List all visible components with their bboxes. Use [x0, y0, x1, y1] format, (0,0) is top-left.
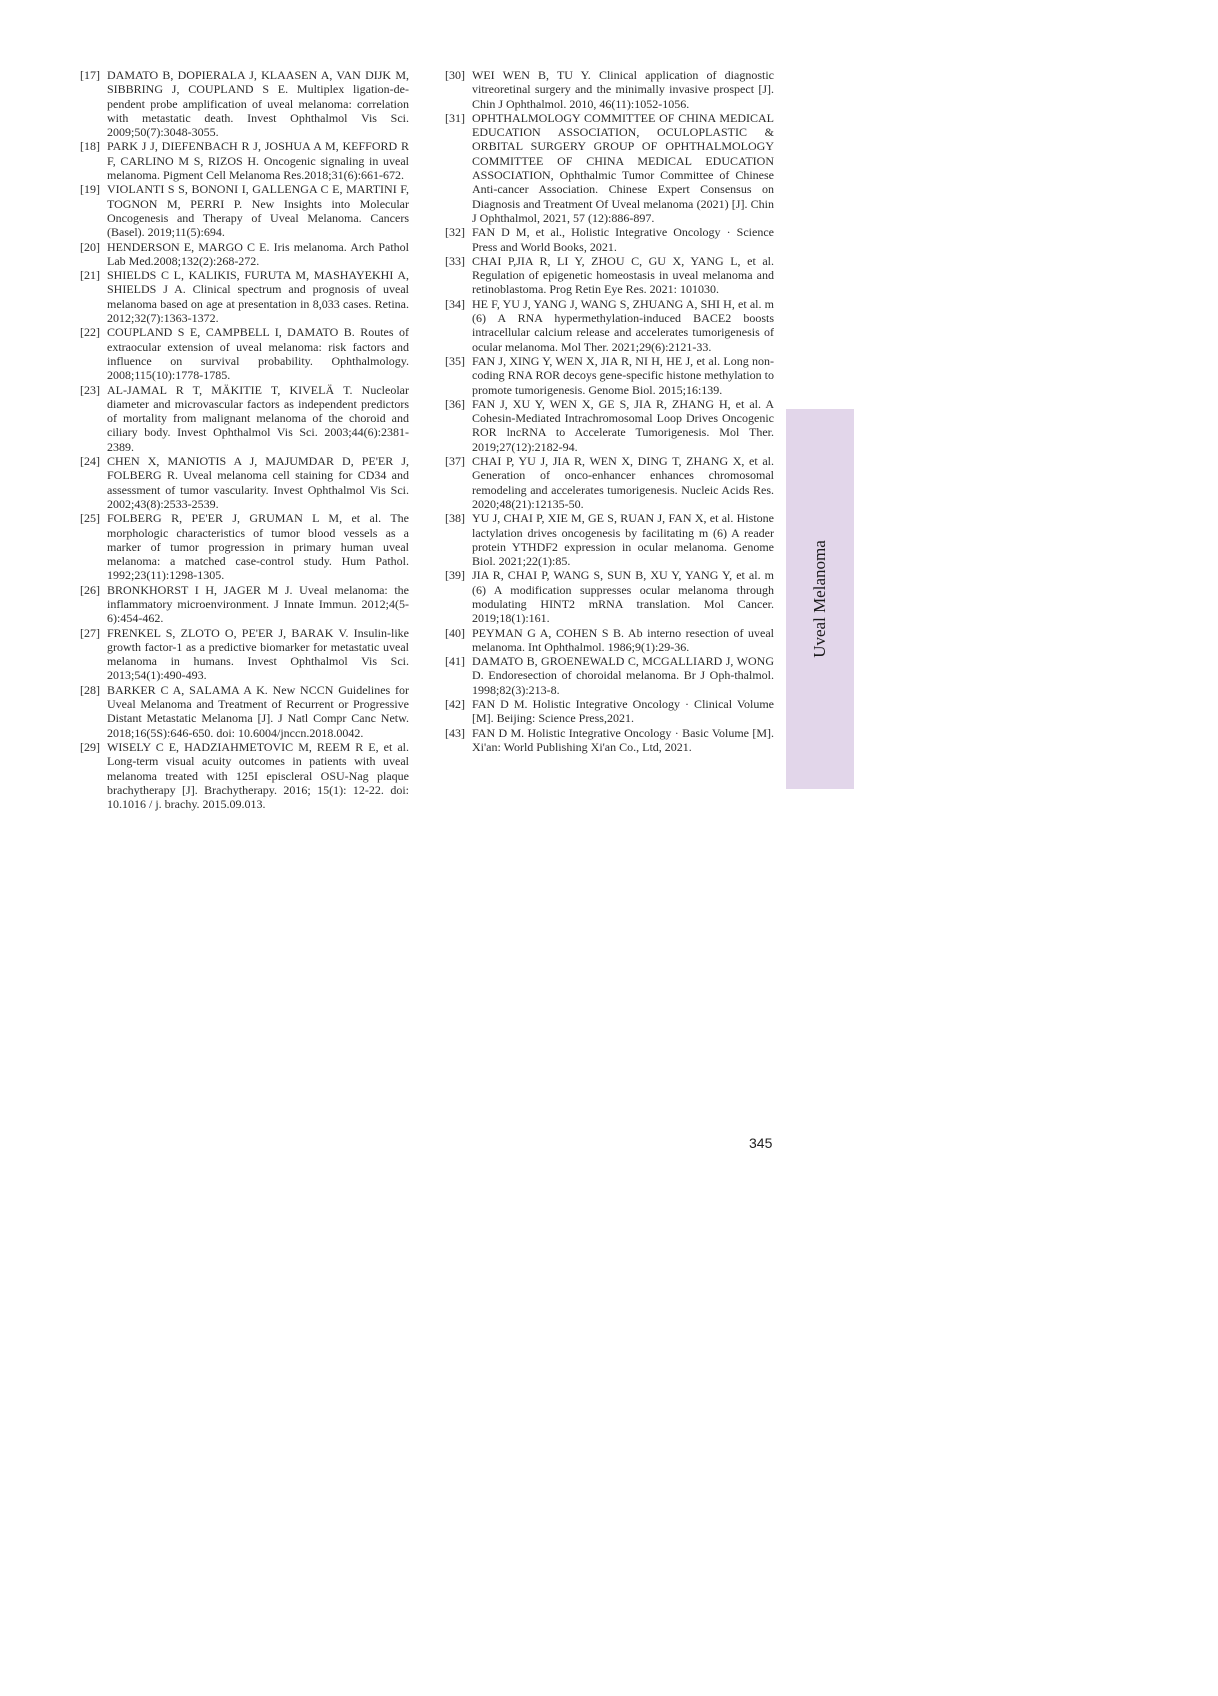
- reference-entry: [80, 454, 409, 511]
- reference-entry: [80, 626, 409, 683]
- reference-number: [26]: [80, 582, 100, 597]
- reference-number: [43]: [445, 725, 465, 740]
- reference-entry: [445, 726, 774, 755]
- reference-entry: [80, 68, 409, 139]
- reference-number: [25]: [80, 511, 100, 526]
- reference-text: DAMATO B, GROENEWALD C, MCGALLIARD J, WONG D. Endoresection of choroidal melanoma. Br J Oph-thalmol. 1998;82(3):213-8.: [472, 654, 774, 697]
- reference-entry: [445, 397, 774, 454]
- reference-text: COUPLAND S E, CAMPBELL I, DAMATO B. Routes of extraocular extension of uveal melanoma: risk factors and influence on survival probability. Ophthalmology. 2008;115(10):1778-1785.: [107, 325, 409, 383]
- reference-entry: [80, 383, 409, 454]
- reference-text: OPHTHALMOLOGY COMMITTEE OF CHINA MEDICAL EDUCATION ASSOCIATION, OCULOPLASTIC & ORBITAL SURGERY GROUP OF OPHTHALMOLOGY COMMITTEE OF CHINA MEDICAL EDUCATION ASSOCIATION, Ophthalmic Tumor Committee of Chinese Anti-cancer Association. Chinese Expert Consensus on Diagnosis and Treatment Of Uveal melanoma (2021) [J]. Chin J Ophthalmol, 2021, 57 (12):886-897.: [472, 110, 774, 225]
- reference-number: [42]: [445, 697, 465, 712]
- reference-text: SHIELDS C L, KALIKIS, FURUTA M, MASHAYEKHI A, SHIELDS J A. Clinical spectrum and prognosis of uveal melanoma based on age at presentation in 8,033 cases. Retina. 2012;32(7):1363-1372.: [107, 268, 409, 326]
- reference-entry: [445, 254, 774, 297]
- reference-number: [30]: [445, 68, 465, 82]
- reference-number: [21]: [80, 268, 100, 283]
- section-side-tab: [786, 409, 854, 789]
- reference-entry: [445, 225, 774, 254]
- reference-number: [40]: [445, 625, 465, 640]
- reference-number: [19]: [80, 182, 100, 197]
- reference-entry: [80, 325, 409, 382]
- reference-number: [29]: [80, 739, 100, 754]
- reference-number: [41]: [445, 654, 465, 669]
- reference-number: [24]: [80, 454, 100, 469]
- reference-text: CHAI P,JIA R, LI Y, ZHOU C, GU X, YANG L, et al. Regulation of epigenetic homeostasis in uveal melanoma and retinoblastoma. Prog Retin Eye Res. 2021: 101030.: [472, 253, 774, 297]
- reference-text: CHAI P, YU J, JIA R, WEN X, DING T, ZHANG X, et al. Generation of onco-enhancer enhances chromosomal remodeling and accelerates tumorigenesis. Nucleic Acids Res. 2020;48(21):12135-50.: [472, 454, 774, 511]
- reference-entry: [445, 297, 774, 354]
- reference-text: FOLBERG R, PE'ER J, GRUMAN L M, et al. The morphologic characteristics of tumor blood vessels as a marker of tumor progression in primary human uveal melanoma: a matched case-control study. Hum Pathol. 1992;23(11):1298-1305.: [107, 511, 409, 583]
- references-right-column: [445, 68, 774, 754]
- reference-entry: [445, 626, 774, 655]
- reference-entry: [80, 740, 409, 811]
- reference-number: [28]: [80, 682, 100, 697]
- reference-text: FRENKEL S, ZLOTO O, PE'ER J, BARAK V. Insulin-like growth factor-1 as a predictive biomarker for metastatic uveal melanoma in humans. Invest Ophthalmol Vis Sci. 2013;54(1):490-493.: [107, 625, 409, 683]
- reference-entry: [80, 268, 409, 325]
- reference-entry: [80, 583, 409, 626]
- page-number: 345: [749, 1135, 773, 1151]
- reference-text: BRONKHORST I H, JAGER M J. Uveal melanoma: the inflammatory microenvironment. J Innate Immun. 2012;4(5-6):454-462.: [107, 582, 409, 626]
- reference-number: [31]: [445, 110, 465, 125]
- reference-text: FAN D M. Holistic Integrative Oncology · Clinical Volume [M]. Beijing: Science Press,2021.: [472, 697, 774, 726]
- reference-text: FAN D M. Holistic Integrative Oncology · Basic Volume [M]. Xi'an: World Publishing Xi'an Co., Ltd, 2021.: [472, 725, 774, 754]
- reference-entry: [445, 68, 774, 111]
- reference-number: [34]: [445, 296, 465, 311]
- reference-entry: [80, 139, 409, 182]
- reference-number: [35]: [445, 353, 465, 368]
- reference-text: CHEN X, MANIOTIS A J, MAJUMDAR D, PE'ER J, FOLBERG R. Uveal melanoma cell staining for CD34 and assessment of tumor vascularity. Invest Ophthalmol Vis Sci. 2002;43(8):2533-2539.: [107, 454, 409, 511]
- reference-entry: [445, 111, 774, 225]
- reference-entry: [445, 354, 774, 397]
- reference-text: JIA R, CHAI P, WANG S, SUN B, XU Y, YANG Y, et al. m (6) A modification suppresses ocular melanoma through modulating HINT2 mRNA translation. Mol Cancer. 2019;18(1):161.: [472, 568, 774, 626]
- reference-number: [22]: [80, 325, 100, 340]
- reference-text: PARK J J, DIEFENBACH R J, JOSHUA A M, KEFFORD R F, CARLINO M S, RIZOS H. Oncogenic signaling in uveal melanoma. Pigment Cell Melanoma Res.2018;31(6):661-672.: [107, 139, 409, 183]
- reference-entry: [445, 654, 774, 697]
- reference-text: AL-JAMAL R T, MÄKITIE T, KIVELÄ T. Nucleolar diameter and microvascular factors as independent predictors of mortality from malignant melanoma of the choroid and ciliary body. Invest Ophthalmol Vis Sci. 2003;44(6):2381-2389.: [107, 382, 409, 454]
- reference-entry: [445, 568, 774, 625]
- reference-number: [33]: [445, 253, 465, 268]
- reference-text: WISELY C E, HADZIAHMETOVIC M, REEM R E, et al. Long-term visual acuity outcomes in patients with uveal melanoma treated with 125I episcleral OSU-Nag plaque brachytherapy [J]. Brachytherapy. 2016; 15(1): 12-22. doi: 10.1016 / j. brachy. 2015.09.013.: [107, 739, 409, 812]
- reference-text: WEI WEN B, TU Y. Clinical application of diagnostic vitreoretinal surgery and the minimally invasive prospect [J]. Chin J Ophthalmol. 2010, 46(11):1052-1056.: [472, 68, 774, 111]
- reference-text: HE F, YU J, YANG J, WANG S, ZHUANG A, SHI H, et al. m (6) A RNA hypermethylation-induced BACE2 boosts intracellular calcium release and accelerates tumorigenesis of ocular melanoma. Mol Ther. 2021;29(6):2121-33.: [472, 296, 774, 354]
- reference-text: VIOLANTI S S, BONONI I, GALLENGA C E, MARTINI F, TOGNON M, PERRI P. New Insights into Molecular Oncogenesis and Therapy of Uveal Melanoma. Cancers (Basel). 2019;11(5):694.: [107, 182, 409, 240]
- section-side-tab-label: Uveal Melanoma: [810, 540, 829, 658]
- reference-entry: [80, 511, 409, 582]
- reference-number: [39]: [445, 568, 465, 583]
- reference-text: FAN J, XING Y, WEN X, JIA R, NI H, HE J, et al. Long non-coding RNA ROR decoys gene-specific histone methylation to promote tumorigenesis. Genome Biol. 2015;16:139.: [472, 353, 774, 397]
- reference-entry: [445, 697, 774, 726]
- reference-text: DAMATO B, DOPIERALA J, KLAASEN A, VAN DIJK M, SIBBRING J, COUPLAND S E. Multiplex ligation-de-pendent probe amplification of uveal melanoma: correlation with metastatic death. Invest Ophthalmol Vis Sci. 2009;50(7):3048-3055.: [107, 68, 409, 140]
- reference-entry: [80, 182, 409, 239]
- reference-text: YU J, CHAI P, XIE M, GE S, RUAN J, FAN X, et al. Histone lactylation drives oncogenesis by facilitating m (6) A reader protein YTHDF2 expression in ocular melanoma. Genome Biol. 2021;22(1):85.: [472, 511, 774, 569]
- reference-text: BARKER C A, SALAMA A K. New NCCN Guidelines for Uveal Melanoma and Treatment of Recurrent or Progressive Distant Metastatic Melanoma [J]. J Natl Compr Canc Netw. 2018;16(5S):646-650. doi: 10.6004/jnccn.2018.0042.: [107, 682, 409, 740]
- reference-number: [27]: [80, 625, 100, 640]
- reference-number: [17]: [80, 68, 100, 82]
- reference-number: [20]: [80, 239, 100, 254]
- reference-number: [18]: [80, 139, 100, 154]
- reference-number: [32]: [445, 225, 465, 240]
- reference-text: HENDERSON E, MARGO C E. Iris melanoma. Arch Pathol Lab Med.2008;132(2):268-272.: [107, 239, 409, 268]
- reference-number: [23]: [80, 382, 100, 397]
- reference-text: FAN D M, et al., Holistic Integrative Oncology · Science Press and World Books, 2021.: [472, 225, 774, 254]
- reference-entry: [445, 454, 774, 511]
- references-left-column: [80, 68, 409, 811]
- reference-entry: [445, 511, 774, 568]
- reference-text: FAN J, XU Y, WEN X, GE S, JIA R, ZHANG H, et al. A Cohesin-Mediated Intrachromosomal Loop Drives Oncogenic ROR lncRNA to Accelerate Tumorigenesis. Mol Ther. 2019;27(12):2182-94.: [472, 396, 774, 454]
- reference-number: [36]: [445, 396, 465, 411]
- reference-text: PEYMAN G A, COHEN S B. Ab interno resection of uveal melanoma. Int Ophthalmol. 1986;9(1):29-36.: [472, 625, 774, 654]
- reference-number: [38]: [445, 511, 465, 526]
- reference-entry: [80, 240, 409, 269]
- reference-number: [37]: [445, 454, 465, 469]
- reference-entry: [80, 683, 409, 740]
